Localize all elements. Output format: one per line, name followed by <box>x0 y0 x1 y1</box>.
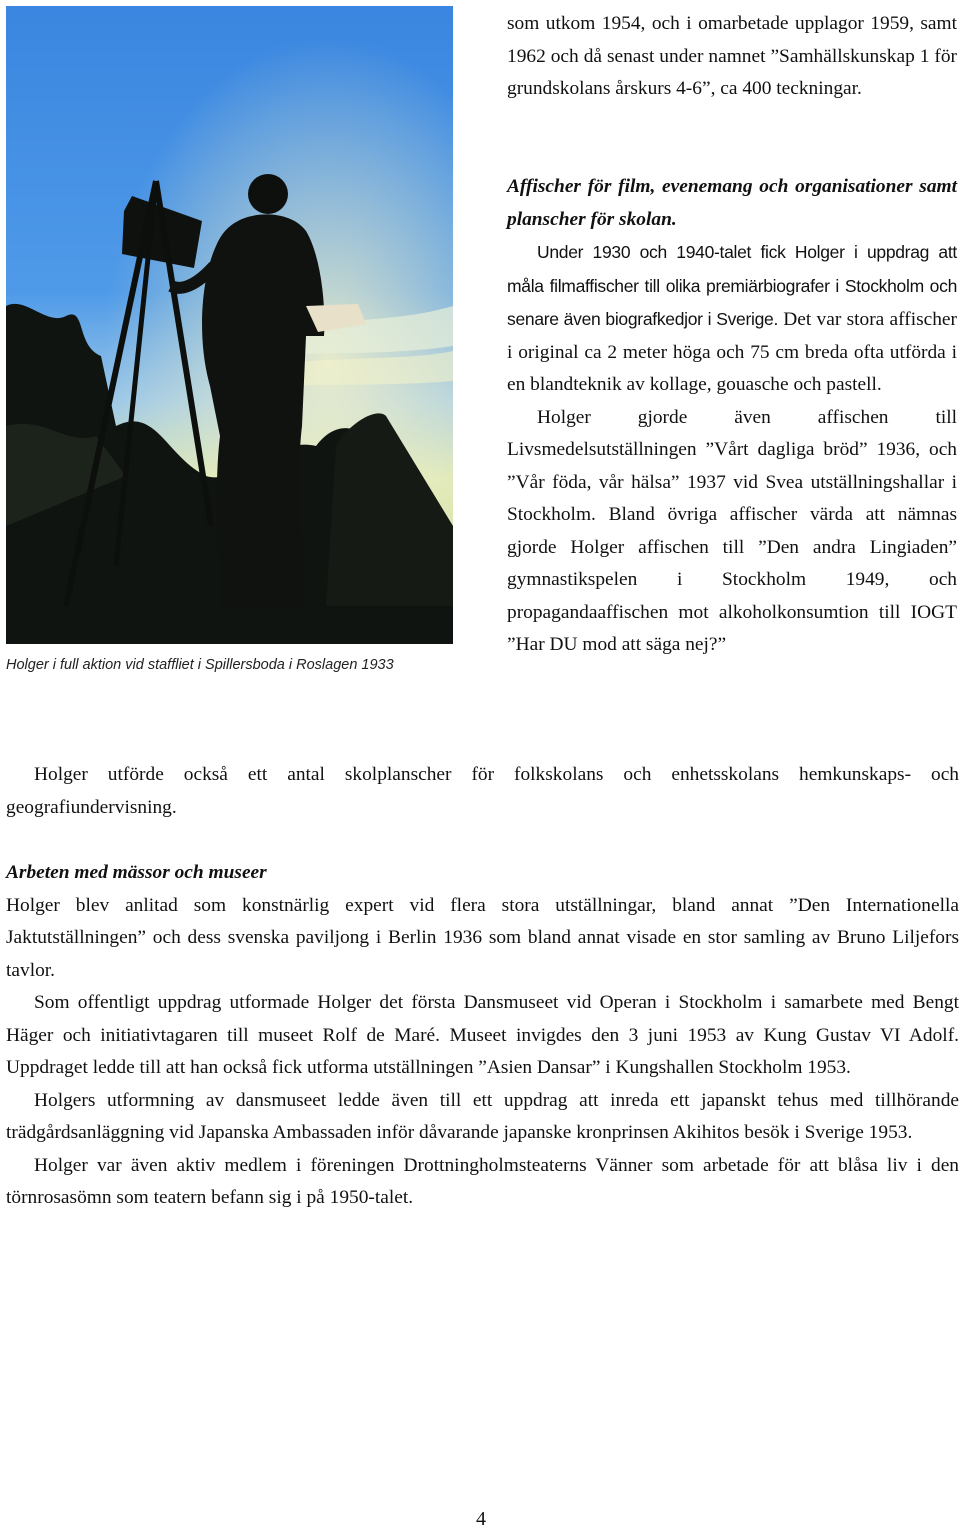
poster-paragraph-2: Holger gjorde även affischen till Livsmedelsutställningen ”Vårt dagliga bröd” 1936, och ”Vår föda, vår hälsa” 1937 vid Svea utställningshallar i Stockholm. Bland övriga affischer värda att nämnas gjorde Holger affischen till ”Den andra Lingiaden” gymnastikspelen i Stockholm 1949, och propagandaaffischen mot alkoholkonsumtion till IOGT ”Har DU mod att säga nej?” <box>507 406 957 655</box>
intro-paragraph <box>507 8 957 106</box>
fairs-paragraph-4: Holger var även aktiv medlem i föreningen Drottningholmsteaterns Vänner som arbetade för att blåsa liv i den törnrosasömn som teatern befann sig i på 1950-talet. <box>6 1154 959 1208</box>
fairs-museums-heading: Arbeten med mässor och museer <box>6 862 267 883</box>
school-posters-text: Holger utförde också ett antal skolplanscher för folkskolans och enhetsskolans hemkunskaps- och geografiundervisning. <box>6 764 959 818</box>
school-posters-paragraph <box>6 759 959 824</box>
poster-paragraph-1b: Det var stora affischer i original ca 2 meter höga och 75 cm breda ofta utförda i en blandteknik av kollage, gouasche och pastell. <box>507 309 957 395</box>
fairs-paragraph-3: Holgers utformning av dansmuseet ledde även till ett uppdrag att inreda ett japanskt tehus med tillhörande trädgårdsanläggning vid Japanska Ambassaden inför dåvarande japanske kronprinsen Akihitos besök i Sverige 1953. <box>6 1089 959 1143</box>
poster-paragraph-1a: Under 1930 och 1940-talet fick Holger i uppdrag att måla filmaffischer till olika premiärbiografer i Stockholm och senare även biografkedjor i Sverige. <box>507 242 957 329</box>
poster-section <box>507 171 957 662</box>
photo-caption: Holger i full aktion vid staffliet i Spillersboda i Roslagen 1933 <box>6 657 394 673</box>
page-number: 4 <box>476 1508 486 1530</box>
fairs-paragraph-1: Holger blev anlitad som konstnärlig expert vid flera stora utställningar, bland annat ”Den Internationella Jaktutställningen” och dess svenska paviljong i Berlin 1936 som bland annat visade en stor samling av Bruno Liljefors tavlor. <box>6 894 959 981</box>
photo-painter-at-easel <box>6 6 453 644</box>
intro-text: som utkom 1954, och i omarbetade upplagor 1959, samt 1962 och då senast under namnet ”Samhällskunskap 1 för grundskolans årskurs 4-6”, ca 400 teckningar. <box>507 13 957 99</box>
photo-illustration <box>6 6 453 644</box>
fairs-paragraph-2: Som offentligt uppdrag utformade Holger det första Dansmuseet vid Operan i Stockholm i samarbete med Bengt Häger och initiativtagaren till museet Rolf de Maré. Museet invigdes den 3 juni 1953 av Kung Gustav VI Adolf. Uppdraget ledde till att han också fick utforma utställningen ”Asien Dansar” i Kungshallen Stockholm 1953. <box>6 992 959 1078</box>
fairs-museums-section <box>6 857 959 1215</box>
poster-paragraph-1 <box>507 236 957 402</box>
poster-section-heading: Affischer för film, evenemang och organisationer samt planscher för skolan. <box>507 176 957 230</box>
